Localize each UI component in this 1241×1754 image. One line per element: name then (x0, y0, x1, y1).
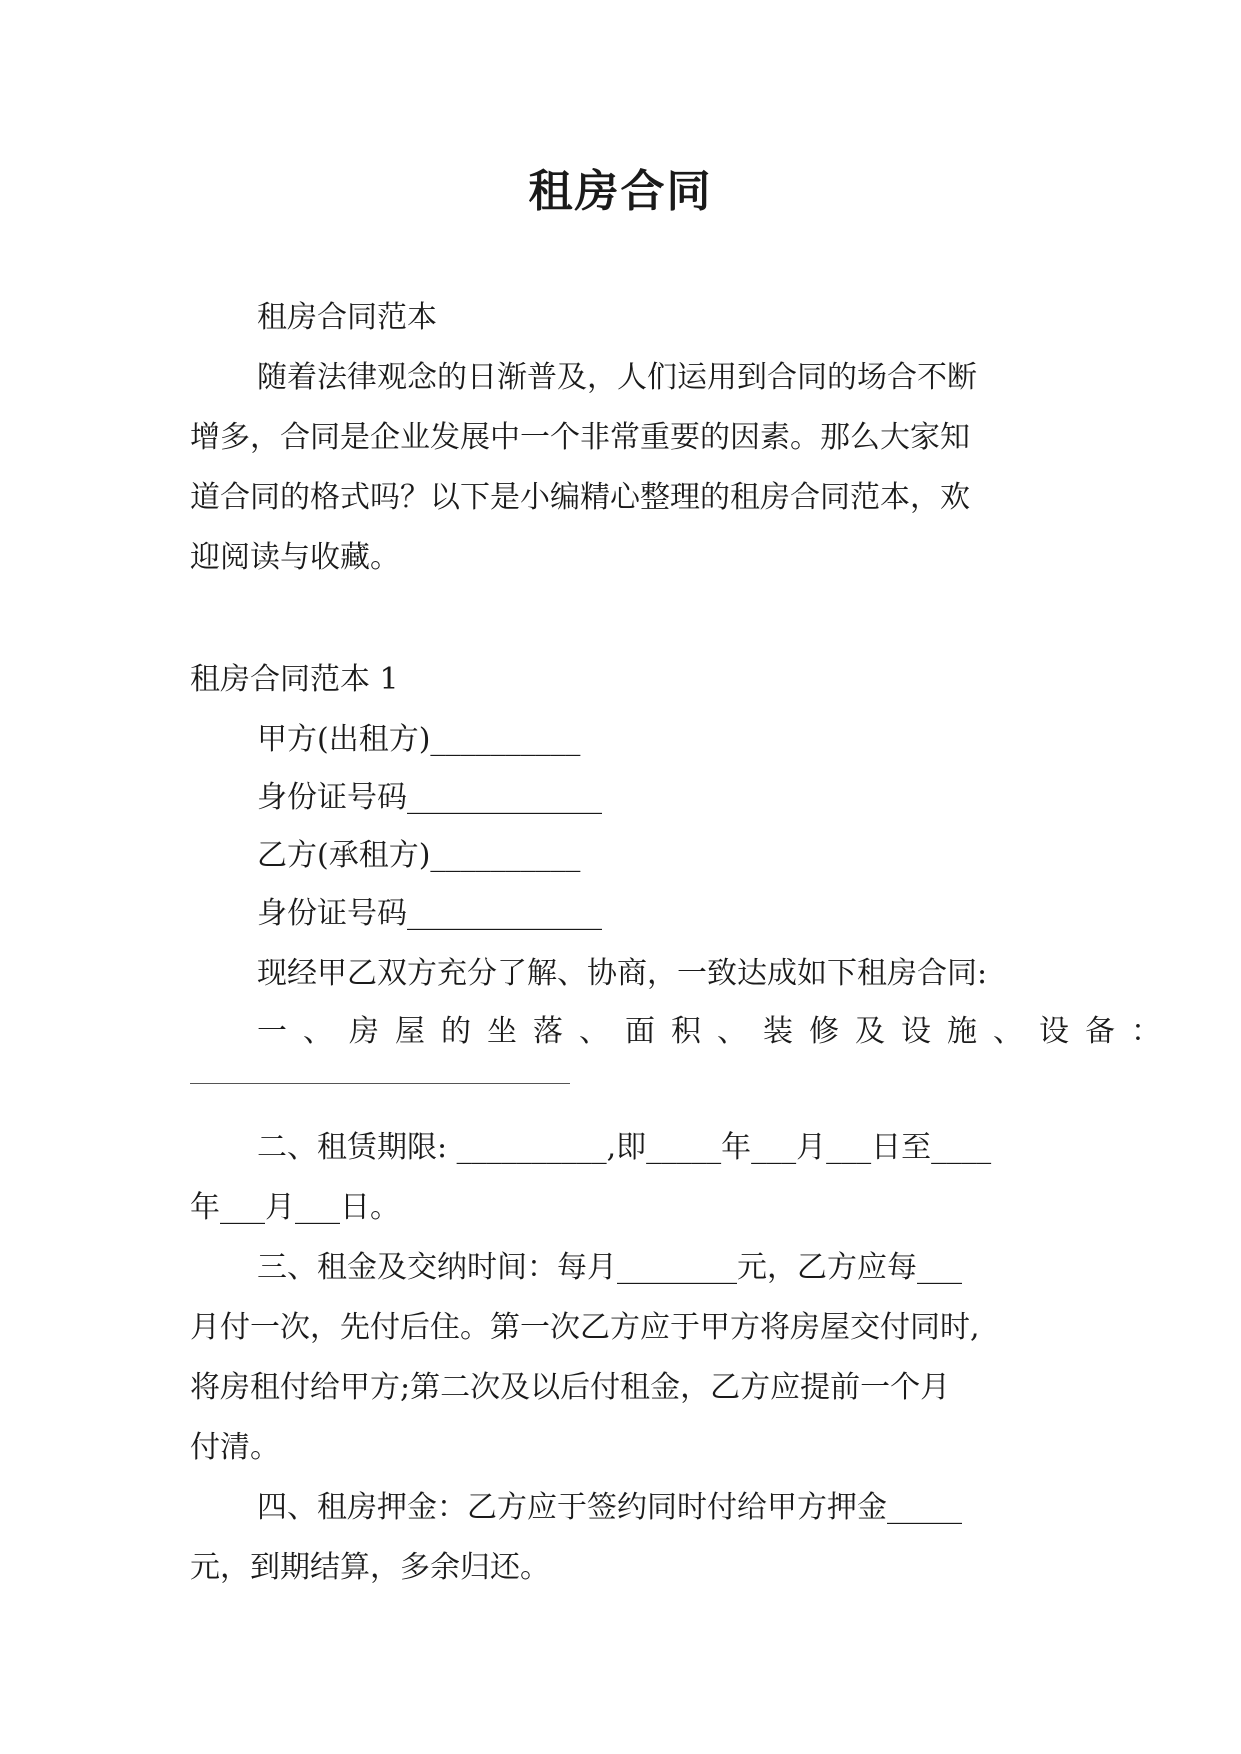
blank-rule (190, 1083, 570, 1084)
clause-3-line: 月付一次，先付后住。第一次乙方应于甲方将房屋交付同时, (190, 1310, 980, 1345)
document-subtitle: 租房合同范本 (257, 300, 437, 335)
agreement-line: 现经甲乙双方充分了解、协商，一致达成如下租房合同: (257, 956, 988, 991)
party-a-line: 甲方(出租方)__________ (257, 722, 581, 757)
party-b-line: 乙方(承租方)__________ (257, 838, 581, 873)
intro-line: 道合同的格式吗？以下是小编精心整理的租房合同范本，欢 (190, 480, 970, 515)
section-heading: 租房合同范本 1 (190, 662, 399, 697)
clause-4-line: 四、租房押金：乙方应于签约同时付给甲方押金_____ (257, 1490, 962, 1525)
clause-2-line: 年___月___日。 (190, 1190, 400, 1225)
clause-3-line: 三、租金及交纳时间：每月________元，乙方应每___ (257, 1250, 962, 1285)
party-b-id-line: 身份证号码_____________ (257, 896, 602, 931)
intro-line: 随着法律观念的日渐普及，人们运用到合同的场合不断 (257, 360, 977, 395)
intro-line: 增多，合同是企业发展中一个非常重要的因素。那么大家知 (190, 420, 970, 455)
clause-2-line: 二、租赁期限: __________,即_____年___月___日至____ (257, 1130, 992, 1165)
clause-4-line: 元，到期结算，多余归还。 (190, 1550, 550, 1585)
clause-3-line: 付清。 (190, 1430, 280, 1465)
clause-1: 一、房屋的坐落、面积、装修及设施、设备： (257, 1014, 1177, 1049)
party-a-id-line: 身份证号码_____________ (257, 780, 602, 815)
intro-line: 迎阅读与收藏。 (190, 540, 400, 575)
clause-3-line: 将房租付给甲方;第二次及以后付租金，乙方应提前一个月 (190, 1370, 951, 1405)
document-title: 租房合同 (528, 166, 713, 217)
